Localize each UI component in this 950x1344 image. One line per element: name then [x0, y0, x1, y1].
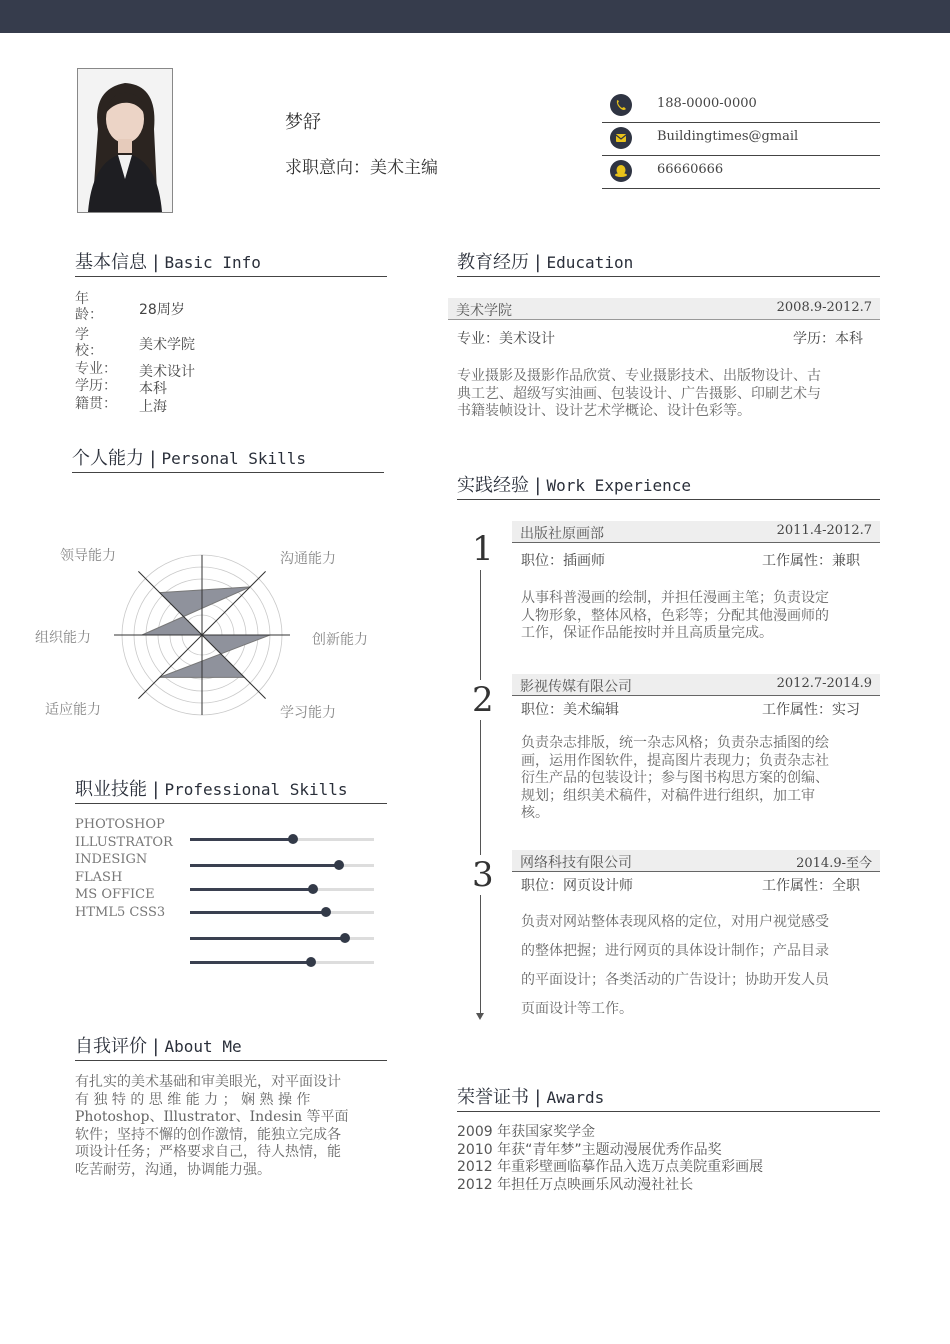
award-item: 2009 年获国家奖学金: [457, 1124, 596, 1140]
job-bar: [512, 521, 880, 543]
hometown-value: 上海: [139, 399, 167, 415]
skill-bar-fill: [190, 838, 293, 841]
job-description: 从事科普漫画的绘制，并担任漫画主笔；负责设定 人物形象，整体风格，色彩等；分配其他漫画师的 工作，保证作品能按时并且高质量完成。: [521, 590, 829, 641]
timeline-number: 2: [472, 680, 494, 720]
age-label: 年龄：: [75, 291, 103, 323]
radar-area: [142, 587, 270, 678]
education-period: 2008.9-2012.7: [776, 300, 872, 315]
skill-bar-knob: [288, 834, 298, 844]
awards-title: 荣誉证书 | Awards: [457, 1083, 880, 1112]
phone-icon: [610, 94, 632, 116]
contact-qq: [602, 156, 880, 189]
radar-label: 沟通能力: [280, 551, 336, 567]
timeline-line: [480, 570, 481, 1015]
company-name: 网络科技有限公司: [520, 855, 632, 871]
about-me-text: 有扎实的美术基础和审美眼光，对平面设计 有 独 特 的 思 维 能 力 ； 娴 熟 操 作 Photoshop、Illustrator、Indesin 等平面 软件；坚持不懈的创作激情，能独立完成各 项设计任务；严格要求自己，待人热情，能 吃苦耐劳，沟通，协调能力强。: [75, 1074, 349, 1178]
degree-label: 学历：: [75, 378, 117, 394]
major-value: 美术设计: [139, 364, 195, 380]
email-text[interactable]: Buildingtimes@gmail: [657, 129, 799, 144]
profile-photo: [77, 68, 173, 213]
skill-bar-knob: [334, 860, 344, 870]
job-type: 工作属性：全职: [762, 878, 860, 894]
radar-label: 适应能力: [45, 702, 101, 718]
contact-email: [602, 123, 880, 156]
skill-bar: [190, 888, 374, 891]
radar-chart: [20, 530, 400, 730]
job-type: 工作属性：实习: [762, 702, 860, 718]
qq-icon: [610, 160, 632, 182]
skill-bar: [190, 911, 374, 914]
job-position: 职位：网页设计师: [521, 878, 633, 894]
radar-label: 创新能力: [312, 632, 368, 648]
job-bar: [512, 674, 880, 696]
job-intent: 求职意向：美术主编: [285, 158, 438, 178]
job-period: 2012.7-2014.9: [776, 676, 872, 691]
skill-name: PHOTOSHOP: [75, 817, 165, 832]
degree-value: 本科: [139, 381, 167, 397]
job-description: 负责对网站整体表现风格的定位，对用户视觉感受 的整体把握；进行网页的具体设计制作；产品目录 的平面设计；各类活动的广告设计；协助开发人员 页面设计等工作。: [521, 914, 829, 1017]
skill-bar-fill: [190, 864, 339, 867]
skill-bar-knob: [308, 884, 318, 894]
timeline-number: 3: [472, 855, 494, 895]
skill-name: INDESIGN: [75, 852, 148, 867]
work-experience-title: 实践经验 | Work Experience: [457, 471, 880, 500]
school-name: 美术学院: [456, 303, 512, 319]
skill-name: HTML5 CSS3: [75, 904, 166, 920]
mail-icon: [610, 127, 632, 149]
skill-bar-fill: [190, 888, 313, 891]
skill-bar-knob: [340, 933, 350, 943]
job-bar: [512, 850, 880, 872]
skill-bar: [190, 937, 374, 940]
basic-info-title: 基本信息 | Basic Info: [75, 248, 387, 277]
personal-skills-title: 个人能力 | Personal Skills: [72, 444, 384, 473]
award-item: 2012 年重彩壁画临摹作品入选万点美院重彩画展: [457, 1159, 764, 1175]
award-item: 2010 年获“青年梦”主题动漫展优秀作品奖: [457, 1141, 722, 1158]
skill-name: MS OFFICE: [75, 887, 155, 902]
education-title: 教育经历 | Education: [457, 248, 880, 277]
job-period: 2014.9-至今: [796, 856, 872, 871]
professional-skills-title: 职业技能 | Professional Skills: [75, 775, 387, 804]
timeline-arrow-icon: [476, 1013, 484, 1020]
skill-bar-knob: [306, 957, 316, 967]
company-name: 影视传媒有限公司: [520, 679, 632, 695]
age-value: 28周岁: [139, 302, 185, 318]
skill-bar: [190, 864, 374, 867]
radar-label: 领导能力: [60, 548, 116, 564]
skill-names: [75, 816, 173, 921]
education-bar: [448, 298, 880, 320]
skill-bar-knob: [321, 907, 331, 917]
top-banner: [0, 0, 950, 33]
hometown-label: 籍贯：: [75, 396, 117, 412]
phone-text[interactable]: 188-0000-0000: [657, 96, 757, 111]
skill-name: FLASH: [75, 869, 123, 885]
major-label: 专业：: [75, 361, 117, 377]
qq-text[interactable]: 66660666: [657, 162, 724, 177]
skill-bar-fill: [190, 937, 345, 940]
radar-label: 组织能力: [35, 630, 91, 646]
school-value: 美术学院: [139, 337, 195, 353]
candidate-name: 梦舒: [285, 112, 321, 133]
education-degree: 学历：本科: [793, 331, 863, 347]
radar-label: 学习能力: [280, 705, 336, 721]
job-type: 工作属性：兼职: [762, 553, 860, 569]
company-name: 出版社原画部: [520, 526, 604, 542]
school-label: 学校：: [75, 327, 103, 359]
award-item: 2012 年担任万点映画乐风动漫社社长: [457, 1176, 694, 1193]
timeline-number: 1: [472, 529, 494, 569]
job-period: 2011.4-2012.7: [776, 523, 872, 538]
awards-list: [457, 1124, 763, 1194]
skill-bar-fill: [190, 961, 311, 964]
about-me-title: 自我评价 | About Me: [75, 1032, 387, 1061]
contact-phone: [602, 90, 880, 123]
skill-bar: [190, 838, 374, 841]
education-courses: 专业摄影及摄影作品欣赏、专业摄影技术、出版物设计、古 典工艺、超级写实油画、包装设计、广告摄影、印刷艺术与 书籍装帧设计、设计艺术学概论、设计色彩等。: [457, 368, 821, 419]
job-position: 职位：插画师: [521, 553, 605, 569]
job-position: 职位：美术编辑: [521, 702, 619, 718]
skill-bar-fill: [190, 911, 326, 914]
job-description: 负责杂志排版，统一杂志风格；负责杂志插图的绘 画，运用作图软件，提高图片表现力；负责杂志社 衍生产品的包装设计；参与图书构思方案的创编、 规划；组织美术稿件，对稿件进行组织，加工审 核。: [521, 735, 829, 821]
education-major: 专业：美术设计: [457, 331, 555, 347]
skill-bar: [190, 961, 374, 964]
skill-name: ILLUSTRATOR: [75, 834, 173, 850]
